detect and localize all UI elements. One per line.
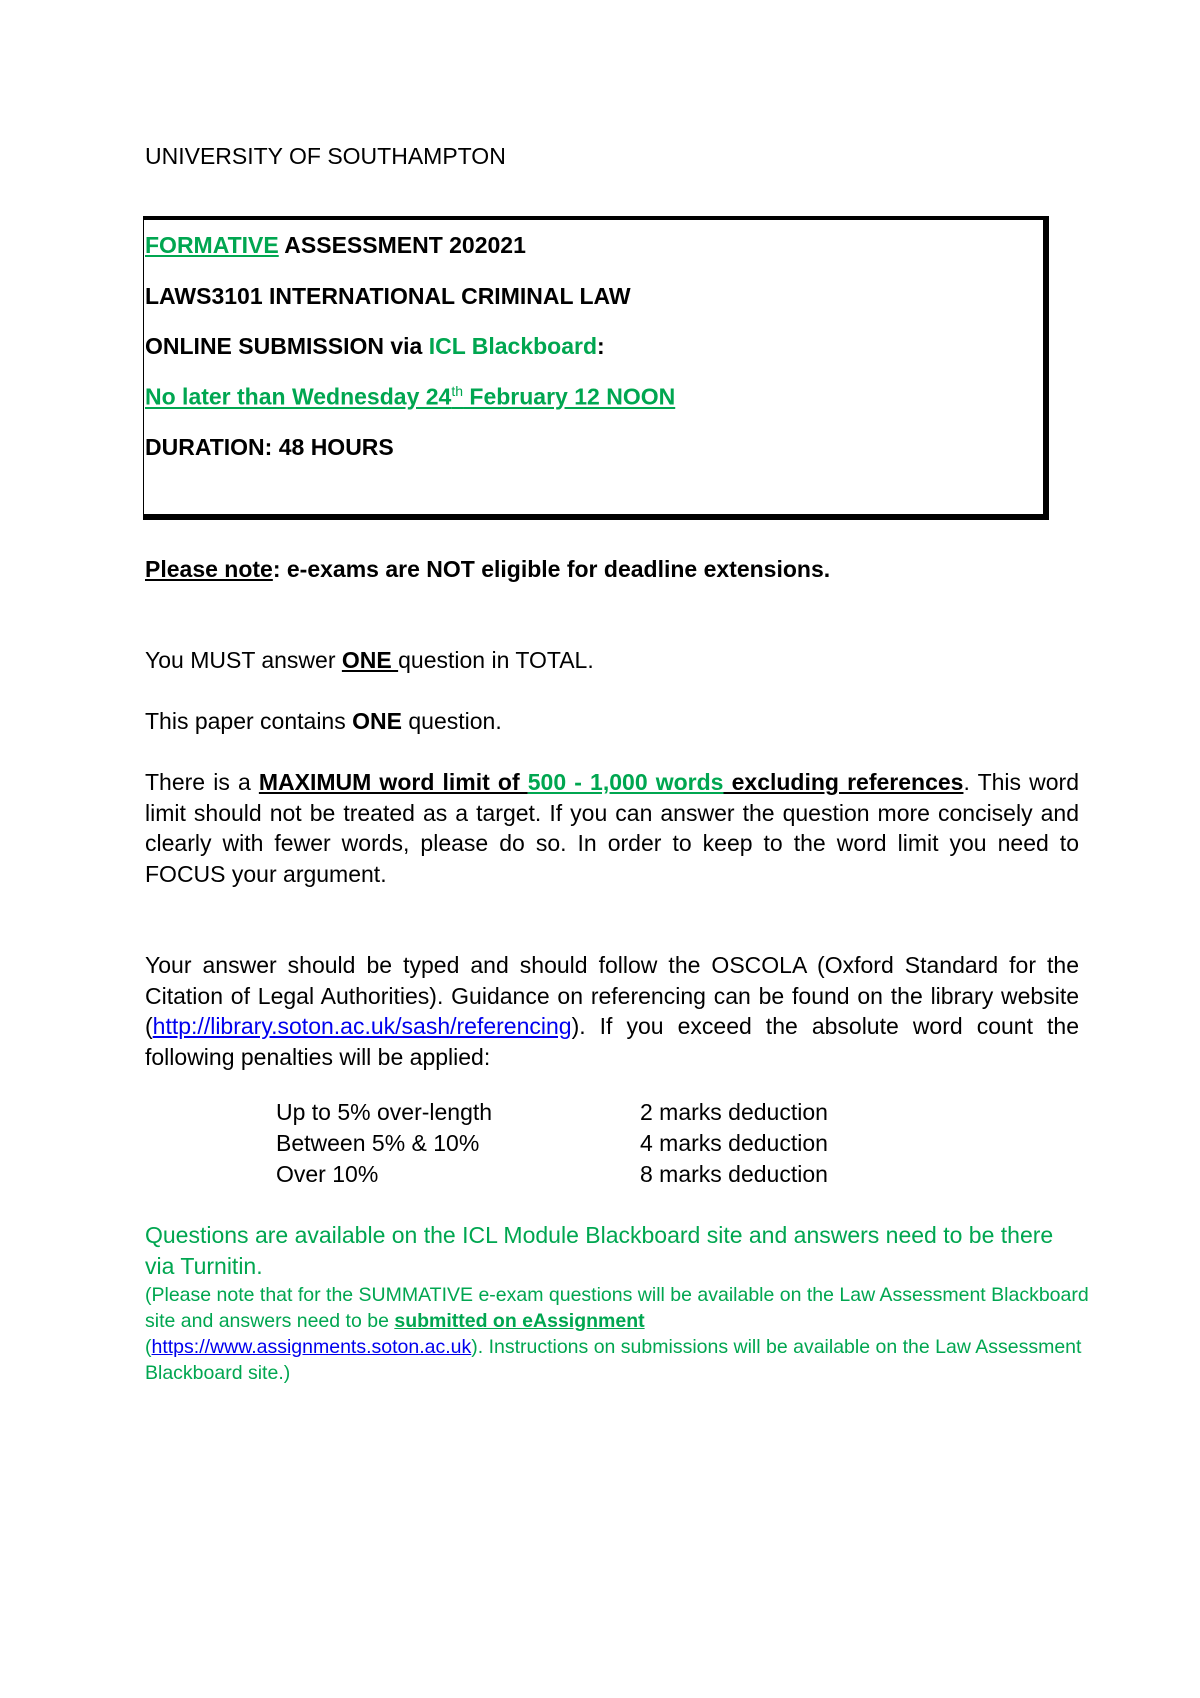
penalty-row — [276, 1128, 828, 1159]
contains-post: question. — [401, 708, 502, 734]
word-limit-max: MAXIMUM word limit of — [258, 769, 528, 795]
penalty-table — [276, 1097, 828, 1190]
note-label: Please note — [145, 556, 273, 582]
module-title: LAWS3101 INTERNATIONAL CRIMINAL LAW — [145, 283, 631, 309]
word-limit-rest: This word limit should not be treated as a target. If you can answer the question more concisely and clearly with fewer words, please do so. In order to keep to the word limit you need to FOCUS your argument. — [145, 769, 1080, 887]
oscola-post: ). If you exceed the absolute word count the following penalties will be applied: — [145, 1013, 1079, 1070]
question-count-instruction — [145, 706, 1079, 737]
submission-line — [145, 333, 605, 360]
penalty-deduction: 2 marks deduction — [640, 1099, 828, 1125]
word-limit-paragraph — [145, 767, 1079, 889]
referencing-link[interactable]: http://library.soton.ac.uk/sash/referencing — [152, 1013, 572, 1039]
submission-colon: : — [597, 333, 605, 359]
deadline-extension-note — [145, 554, 1079, 585]
contains-pre: This paper contains — [145, 708, 353, 734]
assignments-link[interactable]: https://www.assignments.soton.ac.uk — [151, 1336, 472, 1358]
summative-open: ( — [145, 1336, 152, 1358]
questions-availability: Questions are available on the ICL Module Blackboard site and answers need to be there via Turnitin. — [145, 1222, 1054, 1279]
summative-submitted: submitted on eAssignment — [394, 1310, 645, 1332]
deadline-post: February 12 NOON — [463, 383, 676, 410]
submission-platform: ICL Blackboard — [428, 333, 598, 359]
penalty-deduction: 4 marks deduction — [640, 1130, 828, 1156]
oscola-pre: Your answer should be typed and should follow the OSCOLA (Oxford Standard for the Citation of Legal Authorities). Guidance on referencing can be found on the library website ( — [145, 952, 1079, 1039]
assessment-year: ASSESSMENT 202021 — [278, 232, 526, 258]
must-answer-one: ONE — [341, 647, 399, 673]
must-answer-instruction — [145, 645, 1079, 676]
word-limit-excl: excluding references — [723, 769, 964, 795]
assessment-header-box — [143, 216, 1049, 520]
note-text: : e-exams are NOT eligible for deadline extensions. — [272, 556, 831, 582]
penalty-condition: Up to 5% over-length — [276, 1099, 493, 1125]
must-answer-pre: You MUST answer — [145, 647, 342, 673]
word-limit-pre: There is a — [145, 769, 259, 795]
submission-prefix: ONLINE SUBMISSION via — [145, 333, 429, 359]
oscola-paragraph — [145, 950, 1079, 1072]
word-limit-dot: . — [963, 769, 970, 795]
summative-note — [145, 1282, 1095, 1386]
summative-post: ). Instructions on submissions will be available on the Law Assessment Blackboard site.) — [145, 1336, 1082, 1384]
deadline-sup: th — [451, 383, 464, 399]
deadline — [145, 383, 675, 411]
penalty-row — [276, 1159, 828, 1190]
word-limit-range: 500 - 1,000 words — [527, 769, 724, 795]
duration: DURATION: 48 HOURS — [145, 434, 394, 460]
penalty-deduction: 8 marks deduction — [640, 1161, 828, 1187]
summative-pre: (Please note that for the SUMMATIVE e-exam questions will be available on the Law Assessment Blackboard site and answers need to be — [145, 1284, 1089, 1332]
penalty-row — [276, 1097, 828, 1128]
deadline-pre: No later than Wednesday 24 — [145, 383, 452, 410]
penalty-condition: Between 5% & 10% — [276, 1130, 480, 1156]
contains-one: ONE — [352, 708, 402, 734]
formative-label: FORMATIVE — [145, 232, 279, 258]
penalty-condition: Over 10% — [276, 1161, 379, 1187]
assessment-title — [145, 232, 526, 259]
must-answer-post: question in TOTAL. — [398, 647, 594, 673]
university-name: UNIVERSITY OF SOUTHAMPTON — [145, 143, 506, 169]
